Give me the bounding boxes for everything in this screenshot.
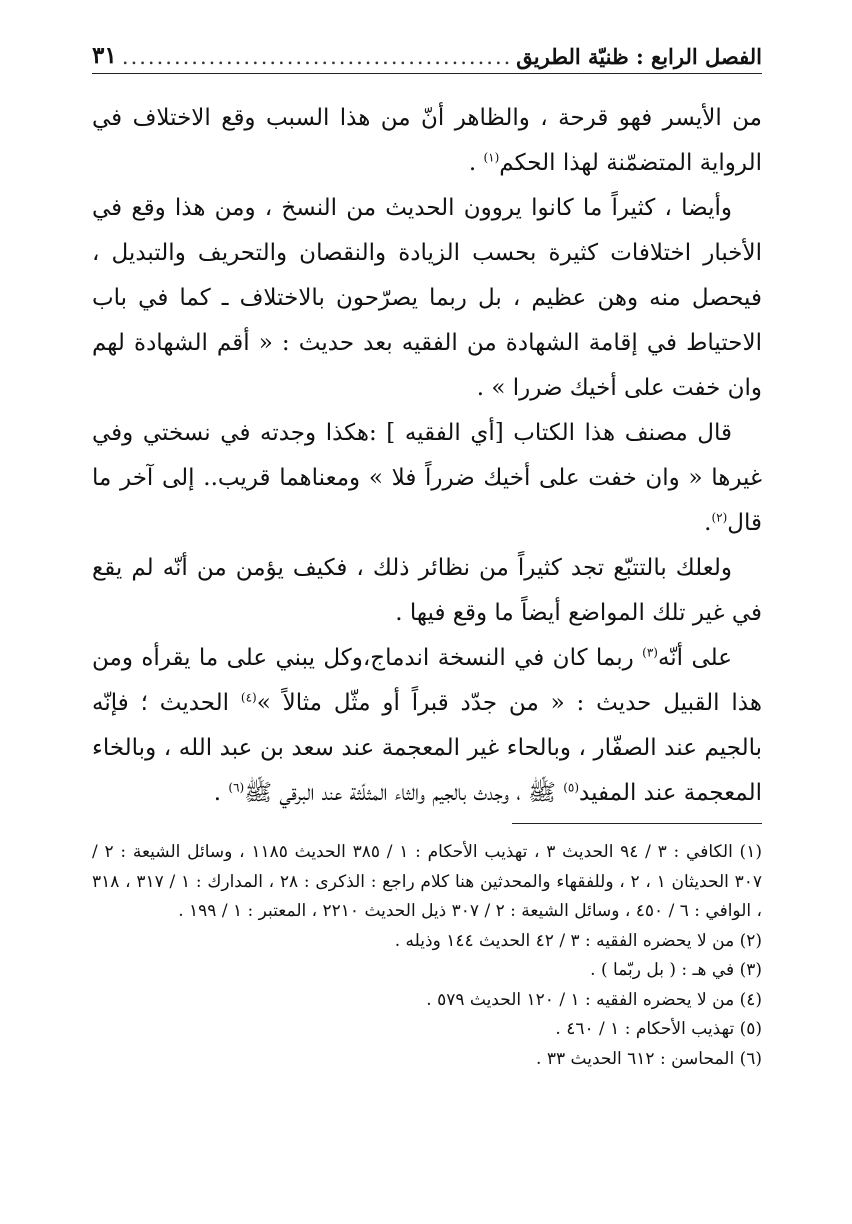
footnote-5: (٥) تهذيب الأحكام : ١ / ٤٦٠ . xyxy=(555,1019,762,1039)
paragraph-3: قال مصنف هذا الكتاب [أي الفقيه ] :هكذا وجدته في نسختي وفي غيرها « وان خفت على أخيك ضرراً فلا » ومعناهما قريب.. إلى آخر ما قال$^{(٢)}$. xyxy=(92,420,762,536)
page-number: ٣١ xyxy=(92,42,117,69)
main-text xyxy=(92,96,762,816)
chapter-title: الفصل الرابع : ظنيّة الطريق xyxy=(516,44,762,69)
footnote-6: (٦) المحاسن : ٦١٢ الحديث ٣٣ . xyxy=(536,1048,762,1069)
footnote-ref-6: (٦) xyxy=(228,780,245,795)
footnote-ref-4: (٤) xyxy=(240,690,257,705)
footnote-ref-5: (٥) xyxy=(563,780,580,795)
leader-dots xyxy=(121,45,513,69)
footnote-ref-1: (١) xyxy=(483,150,500,165)
footnote-3: (٣) في هـ : ( بل ربّما ) . xyxy=(590,960,762,980)
paragraph-2: وأيضا ، كثيراً ما كانوا يروون الحديث من النسخ ، ومن هذا وقع في الأخبار اختلافات كثيرة بحسب الزيادة والنقصان والتحريف والتبديل ، فيحصل منه وهن عظيم ، بل ربما يصرّحون بالاختلاف ـ كما في باب الاحتياط في إقامة الشهادة من الفقيه بعد حديث : « أقم الشهادة لهم وان خفت على أخيك ضررا » . xyxy=(92,195,762,401)
footnote-2: (٢) من لا يحضره الفقيه : ٣ / ٤٢ الحديث ١٤٤ وذيله . xyxy=(394,930,762,951)
footnotes xyxy=(92,838,762,1074)
footnote-4: (٤) من لا يحضره الفقيه : ١ / ١٢٠ الحديث ٥٧٩ . xyxy=(426,989,762,1010)
paragraph-1: من الأيسر فهو قرحة ، والظاهر أنّ من هذا السبب وقع الاختلاف في الرواية المتضمّنة لهذا الحكم$^{(١)}$ . xyxy=(92,105,762,176)
footnote-ref-2: (٢) xyxy=(711,510,728,525)
running-header xyxy=(92,34,762,74)
footnote-1: (١) الكافي : ٣ / ٩٤ الحديث ٣ ، تهذيب الأحكام : ١ / ٣٨٥ الحديث ١١٨٥ ، وسائل الشيعة : ٢ / ٣٠٧ الحديثان ١ ، ٢ ، وللفقهاء والمحدثين هنا كلام راجع : الذكرى : ٢٨ ، المدارك : ١ / ٣١٧ ، ٣١٨ ، الوافي : ٦ / ٤٥٠ ، وسائل الشيعة : ٢ / ٣٠٧ ذيل الحديث ٢٢١٠ ، المعتبر : ١ / ١٩٩ . xyxy=(92,842,762,921)
paragraph-5: على أنّه$^{(٣)}$ ربما كان في النسخة اندماج،وكل يبني على ما يقرأه ومن هذا القبيل حديث : « من جدّد قبراً أو مثّل مثالاً »$^{(٤)}$ الحديث ؛ فإنّه بالجيم عند الصفّار ، وبالحاء غير المعجمة عند سعد بن عبد الله ، وبالخاء المعجمة عند المفيد$^{(٥)}$ ﷺ ، وجدث بالجيم والثاء المثلّثة عند البرقي ﷺ$^{(٦)}$ . xyxy=(92,645,762,806)
paragraph-4: ولعلك بالتتبّع تجد كثيراً من نظائر ذلك ، فكيف يؤمن من أنّه لم يقع في غير تلك المواضع أيضاً ما وقع فيها . xyxy=(92,555,762,626)
footnote-separator xyxy=(512,823,762,824)
footnote-ref-3: (٣) xyxy=(642,645,658,660)
